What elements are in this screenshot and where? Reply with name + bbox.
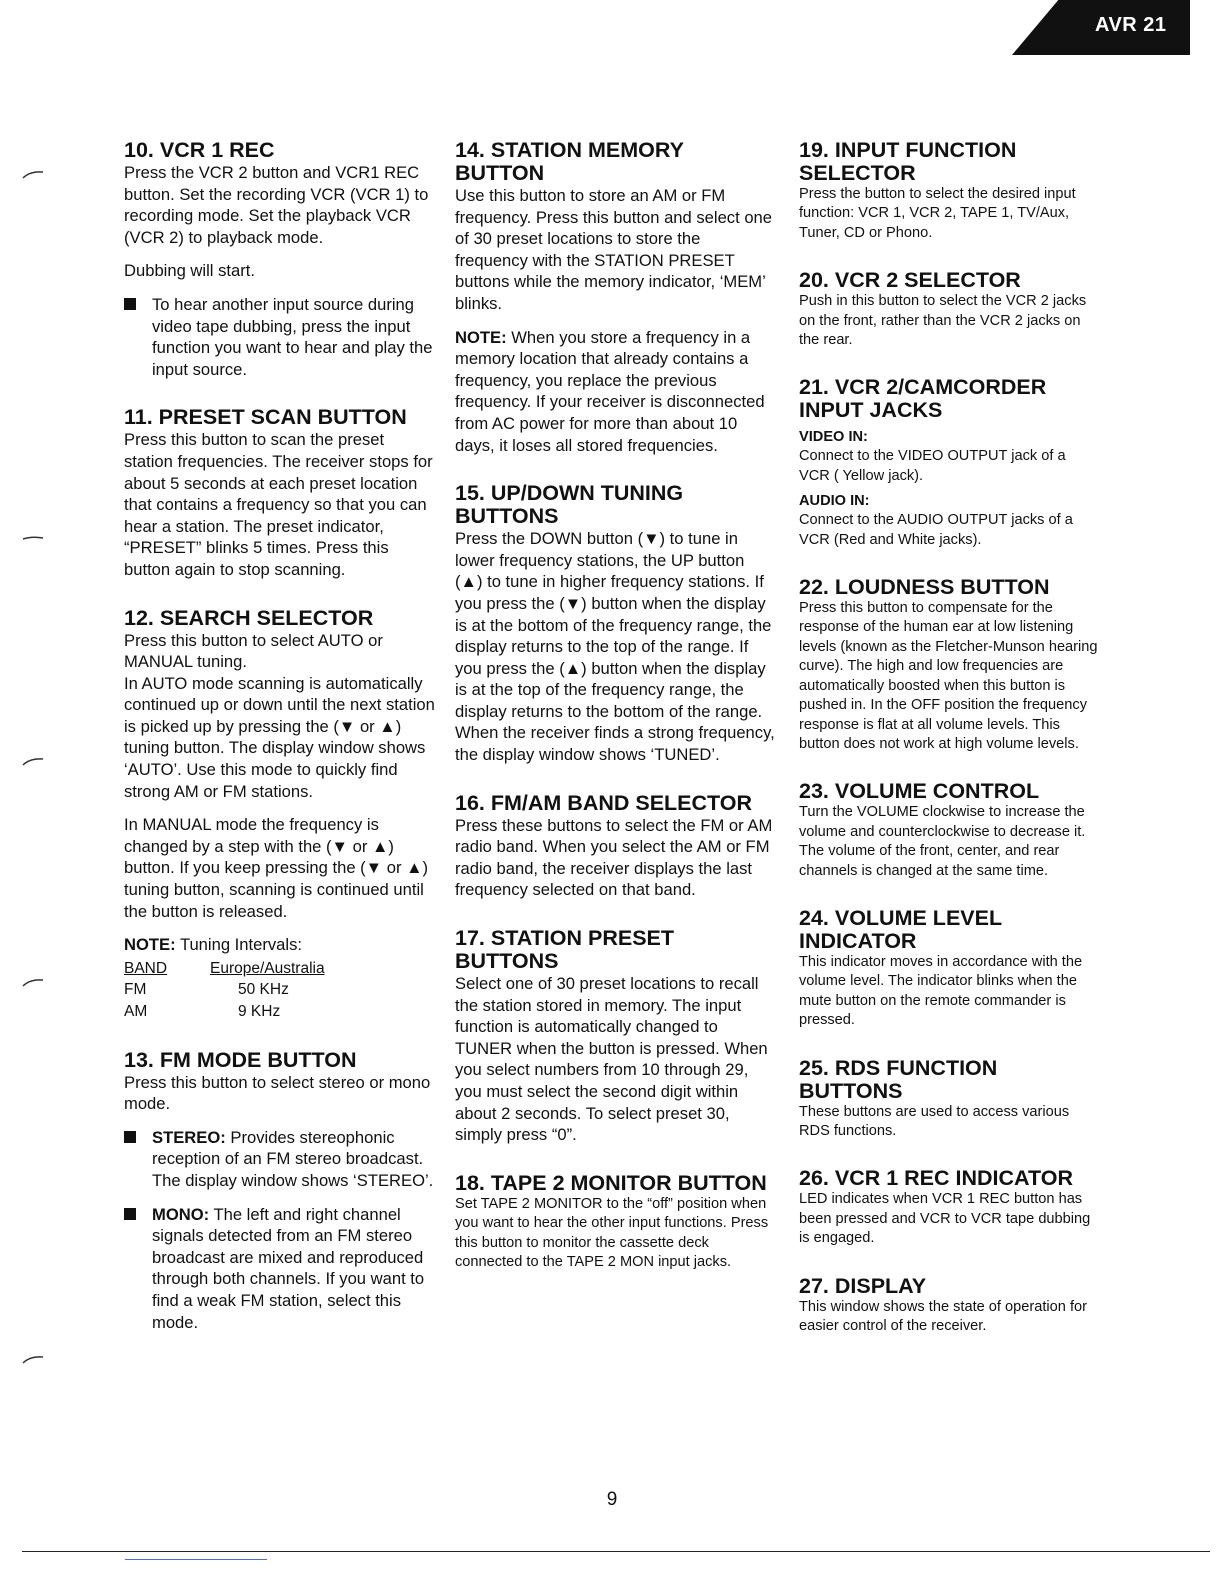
bullet-text: To hear another input source during video tape dubbing, press the input function you want to hear and play the input source. [152,294,433,379]
column-left [124,139,436,1359]
section-text: Press the button to select the desired input function: VCR 1, VCR 2, TAPE 1, TV/Aux, Tuner, CD or Phono. [799,186,1076,241]
section-text: Press these buttons to select the FM or AM radio band. When you select the AM or FM radio band, the receiver displays the last frequency selected on that band. [455,815,773,900]
section-12 [124,607,436,1023]
table-header-row [124,958,436,980]
section-title: 18. TAPE 2 MONITOR BUTTON [455,1170,767,1195]
section-22 [799,576,1099,754]
section-text: Turn the VOLUME clockwise to increase the volume and counterclockwise to decrease it. The volume of the front, center, and rear channels is changed at the same time. [799,804,1086,879]
footer-accent-rule [125,1559,267,1560]
section-10 [124,139,436,380]
bullet-label: STEREO: [152,1127,226,1147]
section-text: Press this button to select stereo or mono mode. [124,1072,431,1114]
section-text: In AUTO mode scanning is automatically continued up or down until the next station is picked up by pressing the (▼ or ▲) tuning button. The display window shows ‘AUTO’. Use this mode to quickly find strong AM or FM stations. [124,673,435,801]
section-title: 12. SEARCH SELECTOR [124,605,374,630]
table-cell: 50 KHz [238,981,289,999]
section-title: 17. STATION PRESET BUTTONS [455,926,675,974]
table-header-cell: BAND [124,959,168,977]
section-13 [124,1049,436,1334]
section-text: Connect to the AUDIO OUTPUT jacks of a VCR (Red and White jacks). [799,512,1073,548]
section-title: 16. FM/AM BAND SELECTOR [455,790,753,815]
section-title: 10. VCR 1 REC [124,138,275,162]
margin-hole-mark [22,757,44,767]
margin-hole-mark [22,533,44,543]
section-18 [455,1172,775,1273]
section-title: 20. VCR 2 SELECTOR [799,268,1021,293]
note-label: NOTE: [455,327,507,347]
section-text: Press this button to select AUTO or MANUAL tuning. [124,630,383,672]
section-21 [799,376,1099,550]
model-label: AVR 21 [1095,14,1167,36]
table-row [124,979,436,1001]
note [455,327,775,457]
section-text: These buttons are used to access various RDS functions. [799,1103,1070,1139]
note [124,934,436,956]
sub-label: VIDEO IN: [799,429,868,446]
section-title: 25. RDS FUNCTION BUTTONS [799,1055,998,1103]
section-title: 13. FM MODE BUTTON [124,1047,357,1072]
section-24 [799,907,1099,1031]
section-title: 24. VOLUME LEVEL INDICATOR [799,905,1002,953]
sub-label: AUDIO IN: [799,493,870,510]
section-17 [455,927,775,1146]
bullet-item [124,294,436,380]
footer-rule [22,1551,1210,1552]
section-text: LED indicates when VCR 1 REC button has been pressed and VCR to VCR tape dubbing is engaged. [799,1191,1091,1247]
section-title: 26. VCR 1 REC INDICATOR [799,1166,1073,1191]
section-text: This window shows the state of operation for easier control of the receiver. [799,1298,1087,1334]
margin-hole-mark [22,1355,44,1365]
section-19 [799,139,1099,243]
section-text: Push in this button to select the VCR 2 jacks on the front, rather than the VCR 2 jacks on the rear. [799,293,1087,349]
square-bullet-icon [124,298,136,310]
table-cell: AM [124,1003,148,1020]
square-bullet-icon [124,1208,136,1220]
note-text: When you store a frequency in a memory location that already contains a frequency, you replace the previous frequency. If your receiver is disconnected from AC power for more than about 10 days, it loses all stored frequencies. [455,327,765,455]
section-text: Dubbing will start. [124,261,255,281]
section-15 [455,482,775,766]
section-text: In MANUAL mode the frequency is changed by a step with the (▼ or ▲) button. If you keep pressing the (▼ or ▲) tuning button, scanning is continued until the button is released. [124,815,429,921]
page-number: 9 [606,1489,618,1510]
bullet-item [124,1127,436,1192]
bullet-body: The left and right channel signals detected from an FM stereo broadcast are mixed and reproduced through both channels. If you want to find a weak FM station, select this mode. [152,1204,425,1332]
bullet-item [124,1204,436,1334]
section-text: Use this button to store an AM or FM frequency. Press this button and select one of 30 preset locations to store the frequency with the STATION PRESET buttons while the memory indicator, ‘MEM’ blinks. [455,186,773,313]
bullet-text [152,1204,436,1334]
section-25 [799,1057,1099,1142]
note-text: Tuning Intervals: [179,935,302,955]
section-text: Press the VCR 2 button and VCR1 REC button. Set the recording VCR (VCR 1) to recording mode. Set the playback VCR (VCR 2) to playback mode. [124,163,429,247]
section-text: This indicator moves in accordance with the volume level. The indicator blinks when the mute button on the remote commander is pressed. [799,953,1083,1029]
column-right [799,139,1099,1362]
section-text: Set TAPE 2 MONITOR to the “off” position when you want to hear the other input functions. Press this button to monitor the cassette deck connected to the TAPE 2 MON input jacks. [455,1195,769,1270]
table-cell: FM [124,981,147,999]
table-cell: 9 KHz [238,1003,281,1020]
section-20 [799,269,1099,350]
tuning-intervals-table [124,958,436,1023]
section-title: 15. UP/DOWN TUNING BUTTONS [455,481,684,529]
section-27 [799,1275,1099,1337]
section-16 [455,792,775,901]
section-26 [799,1167,1099,1248]
section-title: 22. LOUDNESS BUTTON [799,575,1050,600]
note-label: NOTE: [124,935,176,955]
section-title: 19. INPUT FUNCTION SELECTOR [799,138,1017,185]
bullet-body: Provides stereophonic reception of an FM stereo broadcast. The display window shows ‘STEREO’. [152,1127,434,1190]
bullet-label: MONO: [152,1204,210,1224]
section-title: 27. DISPLAY [799,1273,927,1298]
section-title: 21. VCR 2/CAMCORDER INPUT JACKS [799,375,1047,423]
section-11 [124,406,436,580]
section-text: Press the DOWN button (▼) to tune in lower frequency stations, the UP button (▲) to tune in higher frequency stations. If you press the (▼) button when the display is at the bottom of the frequency range, the display returns to the top of the range. If you press the (▲) button when the display is at the top of the frequency range, the display returns to the bottom of the range. When the receiver finds a strong frequency, the display window shows ‘TUNED’. [455,529,775,765]
section-title: 14. STATION MEMORY BUTTON [455,138,684,185]
square-bullet-icon [124,1131,136,1143]
section-title: 23. VOLUME CONTROL [799,779,1040,804]
section-14 [455,139,775,456]
margin-hole-mark [22,170,44,180]
table-row [124,1001,436,1023]
section-text: Connect to the VIDEO OUTPUT jack of a VCR ( Yellow jack). [799,448,1066,484]
section-title: 11. PRESET SCAN BUTTON [124,405,407,430]
column-middle [455,139,775,1298]
section-text: Select one of 30 preset locations to recall the station stored in memory. The input function is automatically changed to TUNER when the button is pressed. When you select numbers from 10 through 29, you must select the second digit within about 2 seconds. To select preset 30, simply press “0”. [455,974,768,1145]
section-text: Press this button to compensate for the response of the human ear at low listening levels (known as the Fletcher-Munson hearing curve). The high and low frequencies are automatically boosted when this button is pushed in. In the OFF position the frequency response is flat at all volume levels. This button does not work at high volume levels. [799,600,1098,752]
section-text: Press this button to scan the preset station frequencies. The receiver stops for about 5 seconds at each preset location that contains a frequency so that you can hear a station. The preset indicator, “PRESET” blinks 5 times. Press this button again to stop scanning. [124,430,433,579]
section-23 [799,780,1099,881]
margin-hole-mark [22,978,44,988]
table-header-cell: Europe/Australia [210,959,325,977]
bullet-text [152,1127,436,1192]
